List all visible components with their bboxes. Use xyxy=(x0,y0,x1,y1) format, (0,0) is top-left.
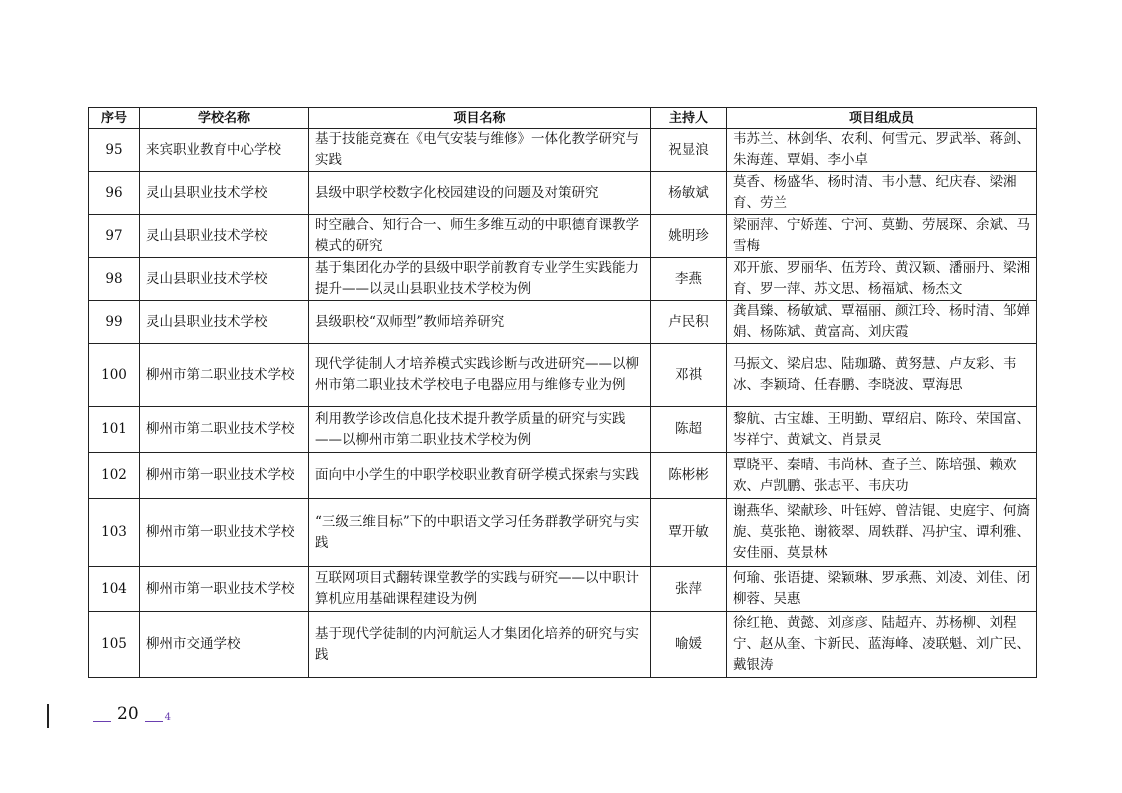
table-row xyxy=(89,301,1037,344)
row-members: 黎航、古宝雄、王明勤、覃绍启、陈玲、荣国富、岑祥宁、黄斌文、肖景灵 xyxy=(727,407,1037,453)
row-members: 莫香、杨盛华、杨时清、韦小慧、纪庆春、梁湘育、劳兰 xyxy=(727,172,1037,215)
row-host: 覃开敏 xyxy=(651,499,727,567)
row-project: 基于现代学徒制的内河航运人才集团化培养的研究与实践 xyxy=(309,612,651,678)
row-host: 卢民积 xyxy=(651,301,727,344)
table-row xyxy=(89,612,1037,678)
table-header-row xyxy=(89,108,1037,129)
row-members: 谢燕华、梁献珍、叶钰婷、曾洁锟、史庭宇、何旖旎、莫张艳、谢筱翠、周轶群、冯护宝、谭利雅、安佳丽、莫景林 xyxy=(727,499,1037,567)
row-index: 101 xyxy=(89,407,140,453)
header-host: 主持人 xyxy=(651,108,727,129)
row-project: 现代学徒制人才培养模式实践诊断与改进研究——以柳州市第二职业技术学校电子电器应用与维修专业为例 xyxy=(309,344,651,407)
row-project: 面向中小学生的中职学校职业教育研学模式探索与实践 xyxy=(309,453,651,499)
table-row xyxy=(89,344,1037,407)
row-school: 柳州市第二职业技术学校 xyxy=(140,344,309,407)
row-project: 基于技能竞赛在《电气安装与维修》一体化教学研究与实践 xyxy=(309,129,651,172)
row-members: 梁丽萍、宁娇莲、宁河、莫勤、劳展琛、余斌、马雪梅 xyxy=(727,215,1037,258)
header-index: 序号 xyxy=(89,108,140,129)
row-members: 徐红艳、黄懿、刘彦彦、陆超卉、苏杨柳、刘程宁、赵从奎、卞新民、蓝海峰、凌联魁、刘广民、戴银涛 xyxy=(727,612,1037,678)
row-members: 邓开旅、罗丽华、伍芳玲、黄汉颖、潘丽丹、梁湘育、罗一萍、苏文思、杨福斌、杨杰文 xyxy=(727,258,1037,301)
row-members: 韦苏兰、林剑华、农利、何雪元、罗武举、蒋剑、朱海莲、覃娟、李小卓 xyxy=(727,129,1037,172)
row-school: 柳州市第二职业技术学校 xyxy=(140,407,309,453)
table-row xyxy=(89,499,1037,567)
row-host: 邓祺 xyxy=(651,344,727,407)
footer-dash-left xyxy=(93,721,111,722)
table-row xyxy=(89,172,1037,215)
table-row xyxy=(89,129,1037,172)
row-host: 李燕 xyxy=(651,258,727,301)
row-project: 互联网项目式翻转课堂教学的实践与研究——以中职计算机应用基础课程建设为例 xyxy=(309,567,651,612)
header-school: 学校名称 xyxy=(140,108,309,129)
margin-bar xyxy=(47,704,49,728)
row-project: 利用教学诊改信息化技术提升教学质量的研究与实践——以柳州市第二职业技术学校为例 xyxy=(309,407,651,453)
row-school: 灵山县职业技术学校 xyxy=(140,258,309,301)
row-school: 灵山县职业技术学校 xyxy=(140,172,309,215)
row-project: “三级三维目标”下的中职语文学习任务群教学研究与实践 xyxy=(309,499,651,567)
row-host: 张萍 xyxy=(651,567,727,612)
row-project: 时空融合、知行合一、师生多维互动的中职德育课教学模式的研究 xyxy=(309,215,651,258)
row-project: 县级中职学校数字化校园建设的问题及对策研究 xyxy=(309,172,651,215)
row-index: 95 xyxy=(89,129,140,172)
row-school: 柳州市第一职业技术学校 xyxy=(140,567,309,612)
row-host: 喻媛 xyxy=(651,612,727,678)
table-row xyxy=(89,215,1037,258)
row-project: 县级职校“双师型”教师培养研究 xyxy=(309,301,651,344)
header-members: 项目组成员 xyxy=(727,108,1037,129)
footer-mark: 4 xyxy=(164,711,172,723)
row-host: 姚明珍 xyxy=(651,215,727,258)
row-members: 马振文、梁启忠、陆珈璐、黄努慧、卢友彩、韦冰、李颖琦、任春鹏、李晓波、覃海思 xyxy=(727,344,1037,407)
row-index: 97 xyxy=(89,215,140,258)
row-host: 陈超 xyxy=(651,407,727,453)
row-school: 柳州市交通学校 xyxy=(140,612,309,678)
header-project: 项目名称 xyxy=(309,108,651,129)
row-index: 99 xyxy=(89,301,140,344)
row-host: 杨敏斌 xyxy=(651,172,727,215)
row-school: 灵山县职业技术学校 xyxy=(140,215,309,258)
table-row xyxy=(89,407,1037,453)
row-school: 柳州市第一职业技术学校 xyxy=(140,499,309,567)
row-host: 陈彬彬 xyxy=(651,453,727,499)
row-index: 104 xyxy=(89,567,140,612)
row-index: 102 xyxy=(89,453,140,499)
page-footer xyxy=(93,704,171,724)
page-number: 20 xyxy=(117,704,139,724)
row-index: 103 xyxy=(89,499,140,567)
table-row xyxy=(89,453,1037,499)
row-index: 96 xyxy=(89,172,140,215)
row-school: 来宾职业教育中心学校 xyxy=(140,129,309,172)
footer-dash-right xyxy=(145,721,163,722)
row-host: 祝显浪 xyxy=(651,129,727,172)
table-row xyxy=(89,567,1037,612)
row-index: 105 xyxy=(89,612,140,678)
row-school: 灵山县职业技术学校 xyxy=(140,301,309,344)
row-index: 100 xyxy=(89,344,140,407)
row-index: 98 xyxy=(89,258,140,301)
table-row xyxy=(89,258,1037,301)
row-members: 龚昌臻、杨敏斌、覃福丽、颜江玲、杨时清、邹婵娟、杨陈斌、黄富高、刘庆霞 xyxy=(727,301,1037,344)
row-school: 柳州市第一职业技术学校 xyxy=(140,453,309,499)
row-members: 覃晓平、秦晴、韦尚林、查子兰、陈培强、赖欢欢、卢凯鹏、张志平、韦庆功 xyxy=(727,453,1037,499)
project-table xyxy=(88,107,1037,678)
row-members: 何瑜、张语捷、梁颖琳、罗承燕、刘凌、刘佳、闭柳蓉、吴惠 xyxy=(727,567,1037,612)
row-project: 基于集团化办学的县级中职学前教育专业学生实践能力提升——以灵山县职业技术学校为例 xyxy=(309,258,651,301)
